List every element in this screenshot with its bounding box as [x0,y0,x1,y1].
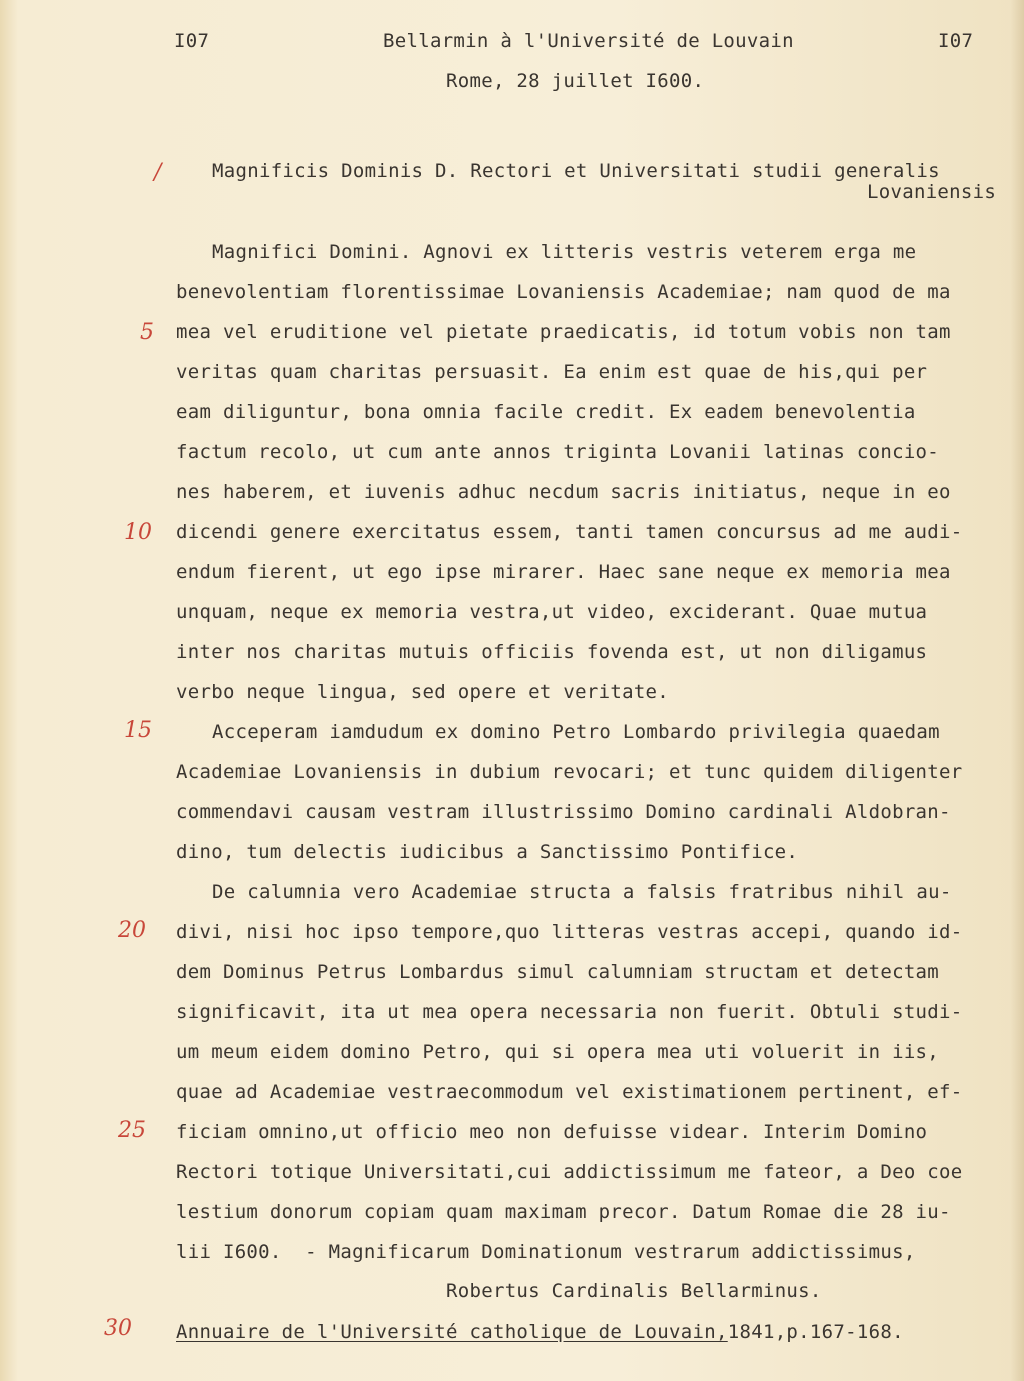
running-title: Bellarmin à l'Université de Louvain [383,30,794,52]
body-line: De calumnia vero Academiae structa a falsis fratribus nihil au- [212,881,952,903]
body-line: divi, nisi hoc ipso tempore,quo litteras vestras accepi, quando id- [176,921,963,943]
source-citation [176,1321,904,1343]
body-line: commendavi causam vestram illustrissimo Domino cardinali Aldobran- [176,801,951,823]
body-line: inter nos charitas mutuis officiis fovenda est, ut non diligamus [176,641,928,663]
body-line: endum fierent, ut ego ipse mirarer. Haec sane neque ex memoria mea [176,561,951,583]
margin-line-number: 20 [118,918,146,943]
address-marker: / [154,160,162,185]
body-line: eam diliguntur, bona omnia facile credit. Ex eadem benevolentia [176,401,916,423]
dateline: Rome, 28 juillet I600. [446,70,705,92]
margin-line-number: 10 [124,520,152,545]
body-line: lestium donorum copiam quam maximam precor. Datum Romae die 28 iu- [176,1201,951,1223]
body-line: lii I600. - Magnificarum Dominationum vestrarum addictissimus, [176,1241,916,1263]
body-line: Rectori totique Universitati,cui addictissimum me fateor, a Deo coe [176,1161,963,1183]
body-line: nes haberem, et iuvenis adhuc necdum sacris initiatus, neque in eo [176,481,951,503]
page-edge-shadow [1010,0,1024,1381]
margin-line-number: 5 [140,320,154,345]
body-line: benevolentiam florentissimae Lovaniensis Academiae; nam quod de ma [176,281,951,303]
body-line: Acceperam iamdudum ex domino Petro Lombardo privilegia quaedam [212,721,940,743]
body-line: um meum eidem domino Petro, qui si opera mea uti voluerit in iis, [176,1041,940,1063]
body-line: Magnifici Domini. Agnovi ex litteris vestris veterem erga me [212,241,917,263]
address-line-1: Magnificis Dominis D. Rectori et Universitati studii generalis [212,160,940,182]
body-line: Academiae Lovaniensis in dubium revocari; et tunc quidem diligenter [176,761,963,783]
source-title: Annuaire de l'Université catholique de Louvain, [176,1321,728,1343]
margin-line-number: 25 [118,1118,146,1143]
body-line: factum recolo, ut cum ante annos triginta Lovanii latinas concio- [176,441,940,463]
body-line: mea vel eruditione vel pietate praedicatis, id totum vobis non tam [176,321,951,343]
body-line: dicendi genere exercitatus essem, tanti tamen concursus ad me audi- [176,521,963,543]
body-line: verbo neque lingua, sed opere et veritate. [176,681,670,703]
signature: Robertus Cardinalis Bellarminus. [446,1280,822,1302]
body-line: dino, tum delectis iudicibus a Sanctissimo Pontifice. [176,841,799,863]
page-number-left: I07 [174,30,210,52]
body-line: significavit, ita ut mea opera necessaria non fuerit. Obtuli studi- [176,1001,963,1023]
page-number-right: I07 [938,30,974,52]
body-line: quae ad Academiae vestraecommodum vel existimationem pertinent, ef- [176,1081,963,1103]
margin-line-number: 15 [124,718,152,743]
address-line-2: Lovaniensis [867,181,997,203]
body-line: veritas quam charitas persuasit. Ea enim est quae de his,qui per [176,361,928,383]
source-pages: 1841,p.167-168. [727,1321,904,1343]
body-line: dem Dominus Petrus Lombardus simul calumniam structam et detectam [176,961,940,983]
body-line: unquam, neque ex memoria vestra,ut video, exciderant. Quae mutua [176,601,928,623]
body-line: ficiam omnino,ut officio meo non defuisse videar. Interim Domino [176,1121,928,1143]
margin-line-number: 30 [104,1316,132,1341]
